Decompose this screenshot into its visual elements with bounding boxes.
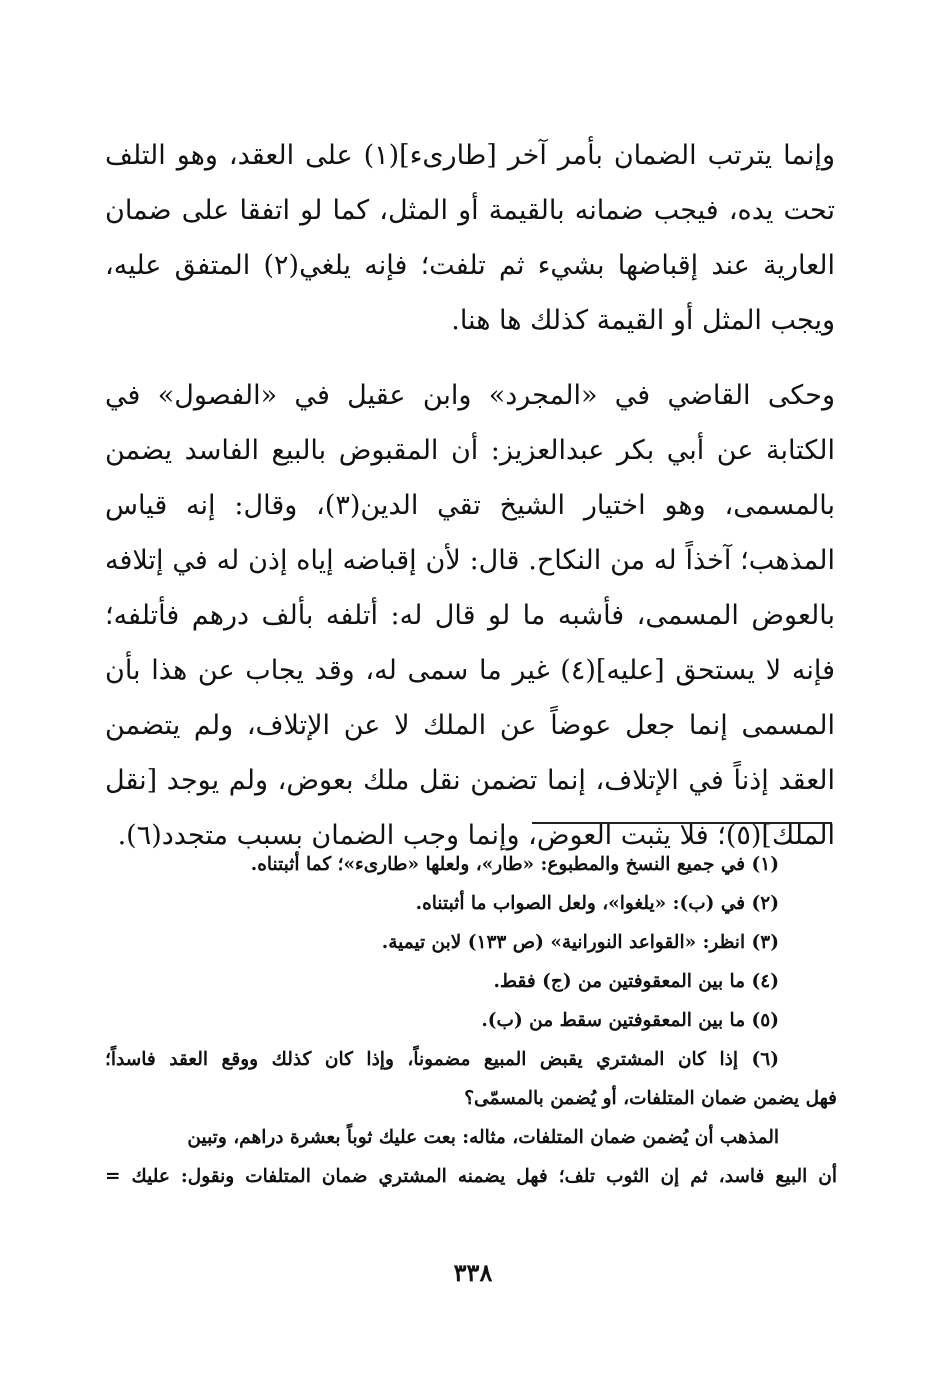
footnote-6-paragraph-2-continued: أن البيع فاسد، ثم إن الثوب تلف؛ فهل يضمنه المشتري ضمان المتلفات ونقول: عليك = [105,1166,837,1187]
footnote-5: (٥) ما بين المعقوفتين سقط من (ب). [481,1010,779,1031]
footnote-2: (٢) في (ب): «يلغوا»، ولعل الصواب ما أثبتناه. [415,893,779,914]
footnote-3: (٣) انظر: «القواعد النورانية» (ص ١٣٣) لابن تيمية. [381,932,779,953]
footnote-6-paragraph-2: المذهب أن يُضمن ضمان المتلفات، مثاله: بعت عليك ثوباً بعشرة دراهم، وتبين [187,1127,779,1148]
main-text [105,128,835,863]
footnotes [105,845,837,1196]
main-paragraph-2: وحكى القاضي في «المجرد» وابن عقيل في «الفصول» في الكتابة عن أبي بكر عبدالعزيز: أن المقبوض بالبيع الفاسد يضمن بالمسمى، وهو اختيار الشيخ تقي الدين(٣)، وقال: إنه قياس المذهب؛ آخذاً له من النكاح. قال: لأن إقباضه إياه إذن له في إتلافه بالعوض المسمى، فأشبه ما لو قال له: أتلفه بألف درهم فأتلفه؛ فإنه لا يستحق [عليه](٤) غير ما سمى له، وقد يجاب عن هذا بأن المسمى إنما جعل عوضاً عن الملك لا عن الإتلاف، ولم يتضمن العقد إذناً في الإتلاف، إنما تضمن نقل ملك بعوض، ولم يوجد [نقل الملك](٥)؛ فلا يثبت العوض، وإنما وجب الضمان بسبب متجدد(٦). [105,380,835,851]
footnote-1: (١) في جميع النسخ والمطبوع: «طار»، ولعلها «طارىء»؛ كما أثبتناه. [250,854,779,875]
page-number: ٣٣٨ [453,1258,493,1287]
footnote-6: (٦) إذا كان المشتري يقبض المبيع مضموناً، وإذا كان كذلك ووقع العقد فاسداً؛ [105,1049,779,1070]
main-paragraph-1: وإنما يترتب الضمان بأمر آخر [طارىء](١) على العقد، وهو التلف تحت يده، فيجب ضمانه بالقيمة أو المثل، كما لو اتفقا على ضمان العارية عند إقباضها بشيء ثم تلفت؛ فإنه يلغي(٢) المتفق عليه، ويجب المثل أو القيمة كذلك ها هنا. [105,140,835,336]
footnote-separator [532,822,832,824]
footnote-4: (٤) ما بين المعقوفتين من (ج) فقط. [493,971,779,992]
footnote-6-continued: فهل يضمن ضمان المتلفات، أو يُضمن بالمسمّى؟ [464,1088,837,1109]
